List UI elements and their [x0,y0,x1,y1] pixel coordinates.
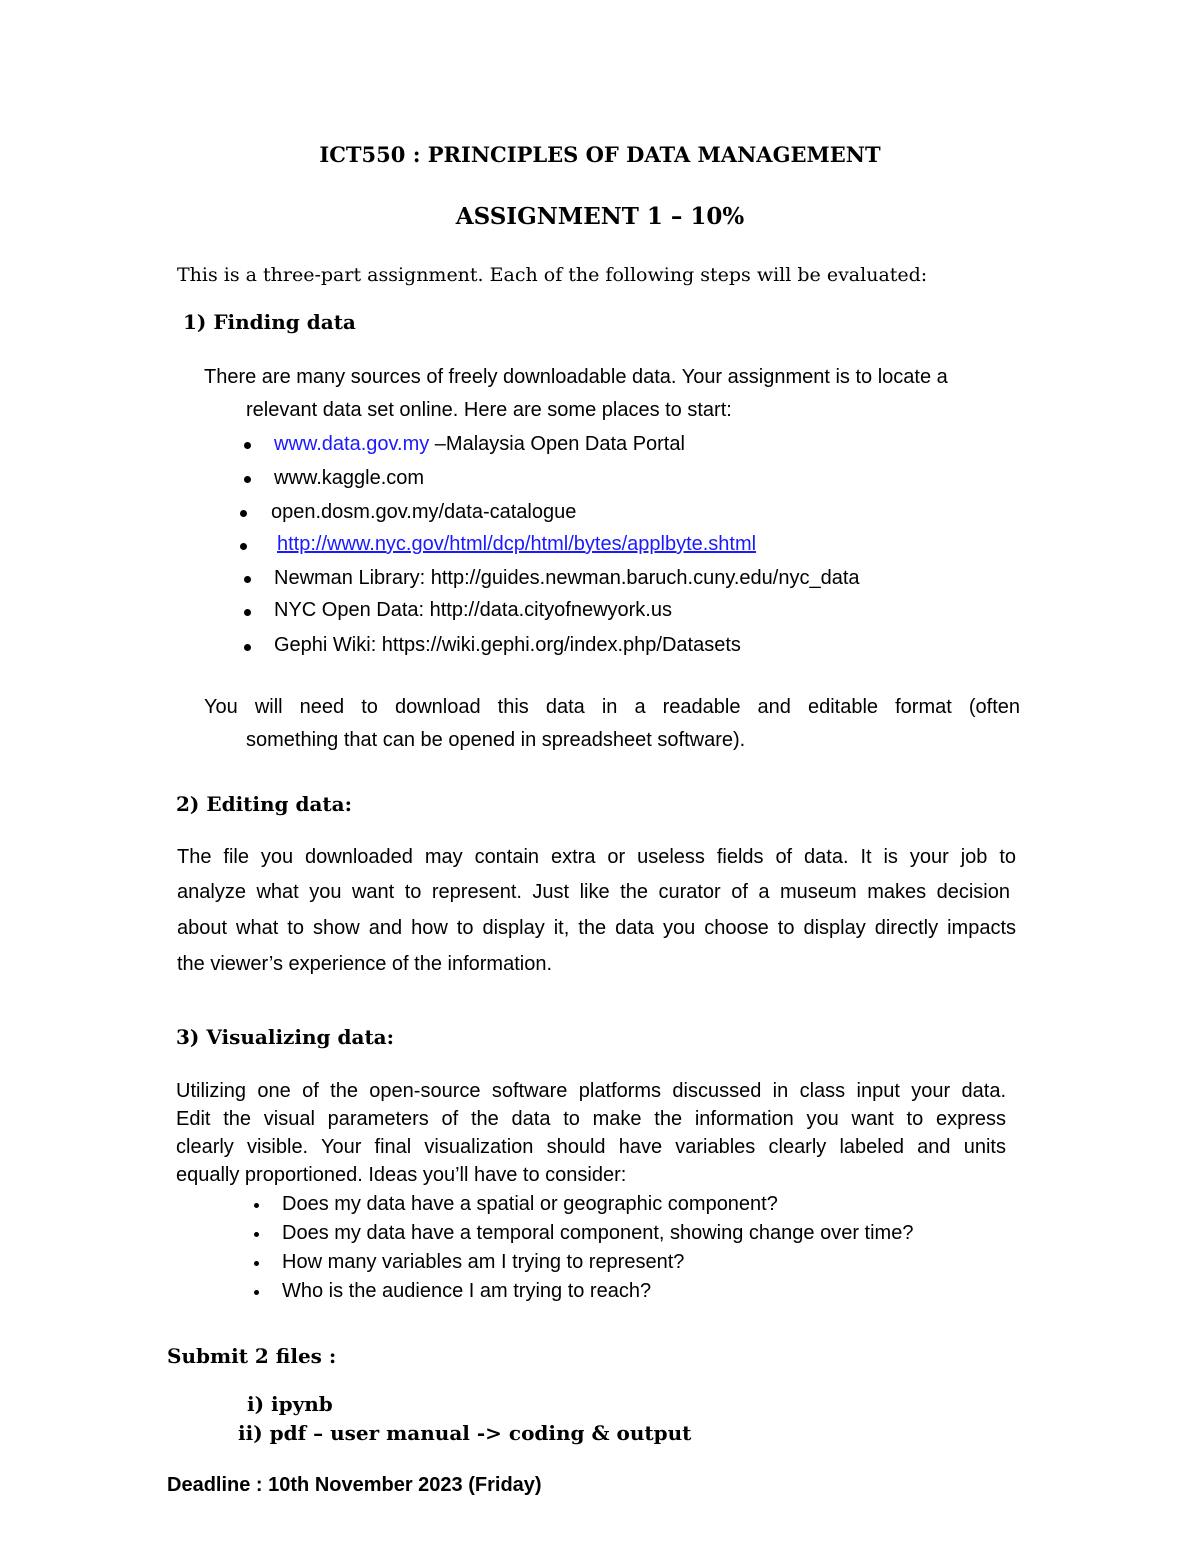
source-item [277,533,756,556]
deadline: Deadline : 10th November 2023 (Friday) [167,1474,542,1496]
section1-para-line2: relevant data set online. Here are some places to start: [246,399,732,421]
course-title: ICT550 : PRINCIPLES OF DATA MANAGEMENT [319,142,881,167]
question-item: Who is the audience I am trying to reach? [282,1280,652,1302]
section3-heading: 3) Visualizing data: [176,1025,395,1049]
submit-heading: Submit 2 files : [167,1344,337,1368]
bullet [254,1290,259,1295]
bullet [254,1232,259,1237]
question-item: How many variables am I trying to represent? [282,1251,685,1273]
section2-line: about what to show and how to display it, the data you choose to display directly impacts [177,917,1016,939]
bullet [244,442,251,449]
section1-heading: 1) Finding data [183,310,356,334]
assignment-title: ASSIGNMENT 1 – 10% [455,203,745,230]
bullet [254,1203,259,1208]
section3-line: Edit the visual parameters of the data to make the information you want to express [176,1108,1006,1130]
question-item: Does my data have a spatial or geographic component? [282,1193,778,1215]
bullet [244,576,251,583]
intro-text: This is a three-part assignment. Each of the following steps will be evaluated: [177,264,928,286]
download-line1: You will need to download this data in a readable and editable format (often [204,696,1020,718]
source-link-nyc-bytes[interactable]: http://www.nyc.gov/html/dcp/html/bytes/applbyte.shtml [277,533,757,555]
section3-line: Utilizing one of the open-source software platforms discussed in class input your data. [176,1080,1006,1102]
question-item: Does my data have a temporal component, showing change over time? [282,1222,914,1244]
submit-file1: i) ipynb [247,1392,333,1416]
source-desc: –Malaysia Open Data Portal [429,433,685,455]
section2-heading: 2) Editing data: [176,792,353,816]
submit-file2: ii) pdf – user manual -> coding & output [238,1421,692,1445]
bullet [240,510,247,517]
section3-line: clearly visible. Your final visualization should have variables clearly labeled and units [176,1136,1006,1158]
section3-line: equally proportioned. Ideas you’ll have to consider: [176,1164,627,1186]
source-item: Gephi Wiki: https://wiki.gephi.org/index.php/Datasets [274,634,741,656]
bullet [244,609,251,616]
section1-para-line1: There are many sources of freely downloadable data. Your assignment is to locate a [204,366,948,388]
source-item: NYC Open Data: http://data.cityofnewyork.us [274,599,672,621]
bullet [240,543,247,550]
bullet [244,476,251,483]
source-item: Newman Library: http://guides.newman.baruch.cuny.edu/nyc_data [274,567,860,589]
source-item: open.dosm.gov.my/data-catalogue [271,501,577,523]
section2-line: the viewer’s experience of the information. [177,953,553,975]
source-item [274,433,685,456]
section2-line: The file you downloaded may contain extra or useless fields of data. It is your job to [177,846,1016,868]
download-line2: something that can be opened in spreadsheet software). [246,729,746,751]
bullet [244,644,251,651]
source-item: www.kaggle.com [274,467,425,489]
section2-line: analyze what you want to represent. Just like the curator of a museum makes decision [177,881,1010,903]
bullet [254,1261,259,1266]
source-link-data-gov-my[interactable]: www.data.gov.my [274,433,430,455]
